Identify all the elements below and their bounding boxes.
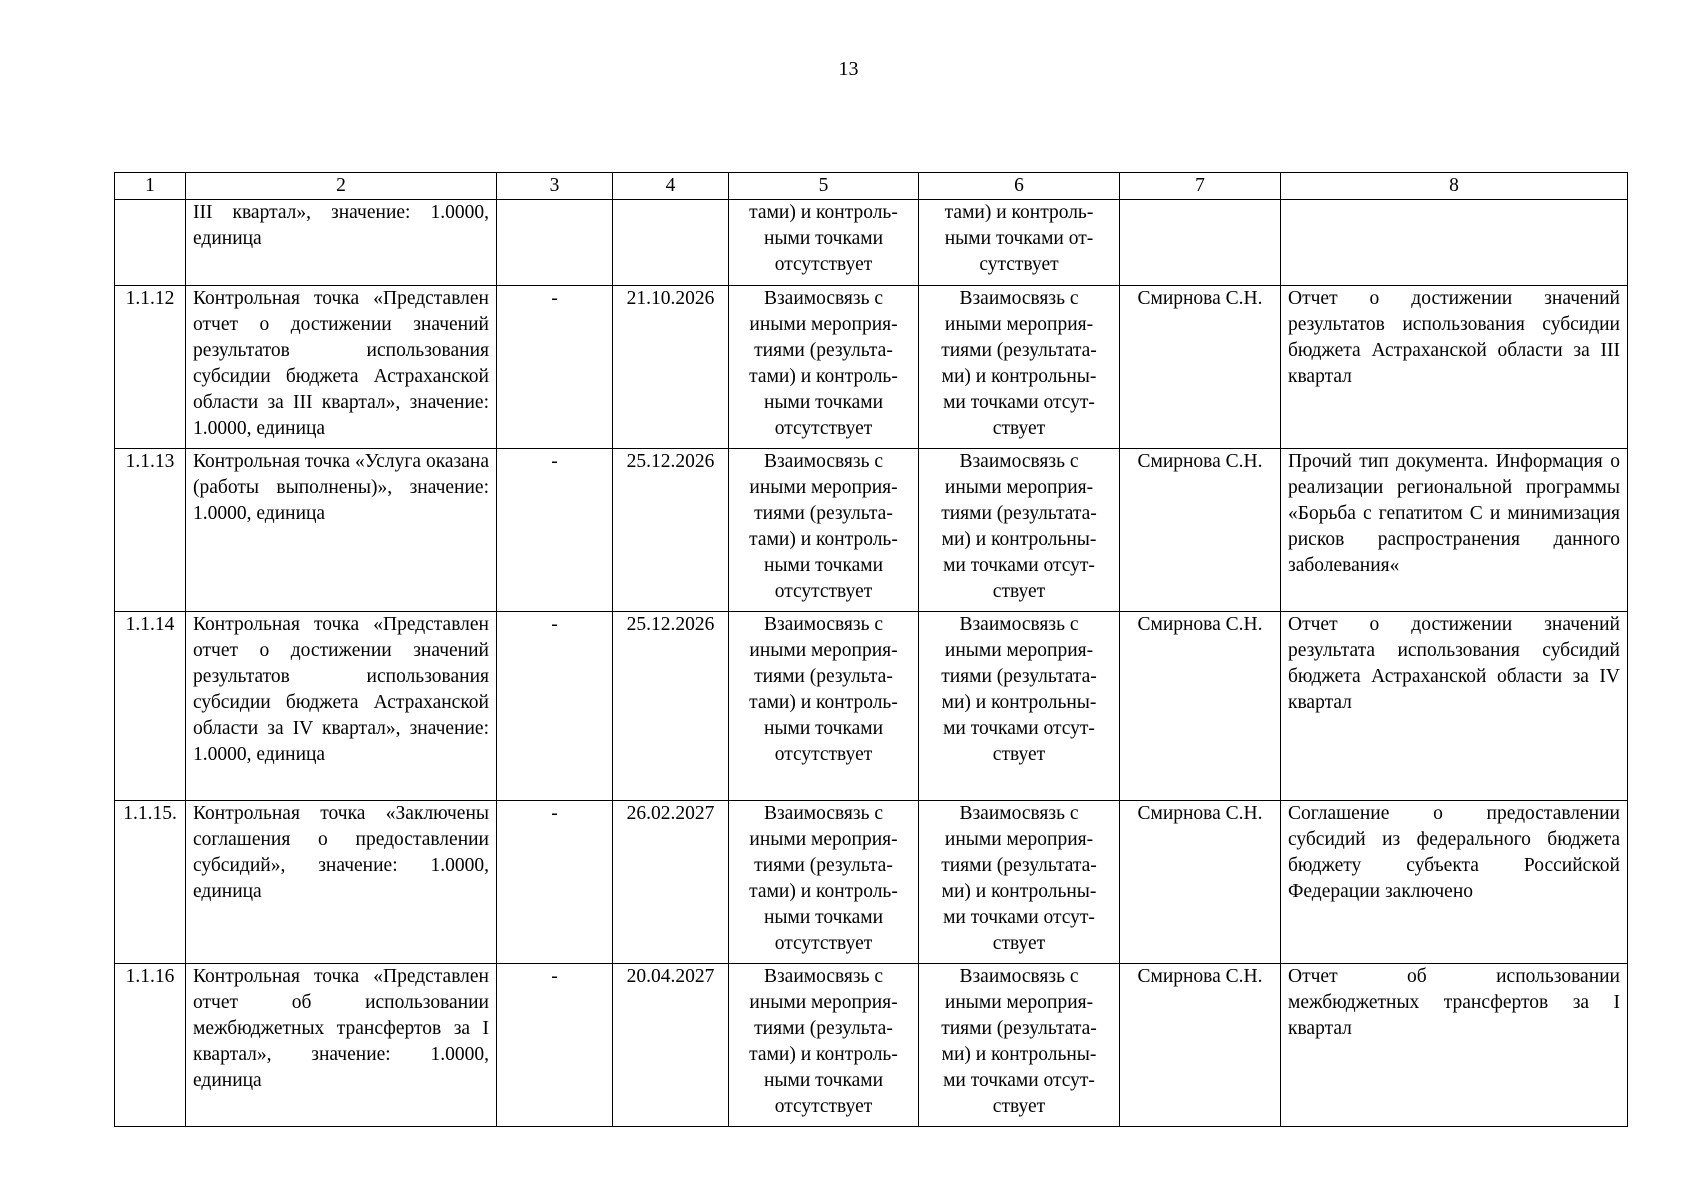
control-point-description: Контрольная точка «Представлен отчет о достижении значений результатов использования субсидии бюджета Астраханской области за III квартал», значение: 1.0000, единица: [186, 286, 497, 449]
control-point-description: Контрольная точка «Представлен отчет о достижении значений результатов использования субсидии бюджета Астраханской области за IV квартал», значение: 1.0000, единица: [186, 612, 497, 801]
column-3-value: [497, 200, 613, 286]
relation-predecessors: Взаимосвязь с иными мероприя- тиями (результа- тами) и контроль- ными точками отсутствует: [729, 449, 919, 612]
relation-predecessors: Взаимосвязь с иными мероприя- тиями (результа- тами) и контроль- ными точками отсутствует: [729, 964, 919, 1127]
responsible-person: [1120, 200, 1281, 286]
relation-successors: Взаимосвязь с иными мероприя- тиями (результата- ми) и контрольны- ми точками отсут- ствует: [919, 286, 1120, 449]
deadline-date: 26.02.2027: [613, 801, 729, 964]
document-type: Отчет о достижении значений результата использования субсидий бюджета Астраханской области за IV квартал: [1281, 612, 1628, 801]
column-header: 8: [1281, 173, 1628, 200]
table-row: [115, 964, 1628, 1127]
responsible-person: Смирнова С.Н.: [1120, 286, 1281, 449]
responsible-person: Смирнова С.Н.: [1120, 612, 1281, 801]
row-number: 1.1.12: [115, 286, 186, 449]
row-number: 1.1.15.: [115, 801, 186, 964]
column-header: 4: [613, 173, 729, 200]
relation-predecessors: Взаимосвязь с иными мероприя- тиями (результа- тами) и контроль- ными точками отсутствует: [729, 286, 919, 449]
deadline-date: 25.12.2026: [613, 449, 729, 612]
table-row: [115, 200, 1628, 286]
relation-successors: Взаимосвязь с иными мероприя- тиями (результата- ми) и контрольны- ми точками отсут- ствует: [919, 964, 1120, 1127]
document-type: Отчет об использовании межбюджетных трансфертов за I квартал: [1281, 964, 1628, 1127]
responsible-person: Смирнова С.Н.: [1120, 449, 1281, 612]
relation-successors: Взаимосвязь с иными мероприя- тиями (результата- ми) и контрольны- ми точками отсут- ствует: [919, 449, 1120, 612]
column-header: 1: [115, 173, 186, 200]
deadline-date: [613, 200, 729, 286]
table-row: [115, 286, 1628, 449]
column-3-value: -: [497, 612, 613, 801]
control-points-table: [114, 172, 1628, 1127]
responsible-person: Смирнова С.Н.: [1120, 964, 1281, 1127]
deadline-date: 25.12.2026: [613, 612, 729, 801]
document-type: Прочий тип документа. Информация о реализации региональной программы «Борьба с гепатитом С и минимизация рисков распространения данного заболевания«: [1281, 449, 1628, 612]
relation-successors: Взаимосвязь с иными мероприя- тиями (результата- ми) и контрольны- ми точками отсут- ствует: [919, 801, 1120, 964]
document-type: Соглашение о предоставлении субсидий из федерального бюджета бюджету субъекта Российской Федерации заключено: [1281, 801, 1628, 964]
relation-predecessors: тами) и контроль- ными точками отсутствует: [729, 200, 919, 286]
column-3-value: -: [497, 801, 613, 964]
page-number: 13: [838, 58, 859, 80]
column-number-row: [115, 173, 1628, 200]
relation-successors: тами) и контроль- ными точками от- сутствует: [919, 200, 1120, 286]
relation-predecessors: Взаимосвязь с иными мероприя- тиями (результа- тами) и контроль- ными точками отсутствует: [729, 801, 919, 964]
column-header: 3: [497, 173, 613, 200]
row-number: 1.1.13: [115, 449, 186, 612]
row-number: 1.1.14: [115, 612, 186, 801]
relation-successors: Взаимосвязь с иными мероприя- тиями (результата- ми) и контрольны- ми точками отсут- ствует: [919, 612, 1120, 801]
column-header: 6: [919, 173, 1120, 200]
table-row: [115, 449, 1628, 612]
control-point-description: Контрольная точка «Услуга оказана (работы выполнены)», значение: 1.0000, единица: [186, 449, 497, 612]
column-3-value: -: [497, 449, 613, 612]
table-row: [115, 801, 1628, 964]
column-header: 5: [729, 173, 919, 200]
deadline-date: 20.04.2027: [613, 964, 729, 1127]
document-type: Отчет о достижении значений результатов использования субсидии бюджета Астраханской области за III квартал: [1281, 286, 1628, 449]
row-number: [115, 200, 186, 286]
deadline-date: 21.10.2026: [613, 286, 729, 449]
document-type: [1281, 200, 1628, 286]
column-header: 2: [186, 173, 497, 200]
column-3-value: -: [497, 286, 613, 449]
column-3-value: -: [497, 964, 613, 1127]
column-header: 7: [1120, 173, 1281, 200]
table-row: [115, 612, 1628, 801]
responsible-person: Смирнова С.Н.: [1120, 801, 1281, 964]
control-point-description: Контрольная точка «Представлен отчет об использовании межбюджетных трансфертов за I квартал», значение: 1.0000, единица: [186, 964, 497, 1127]
control-point-description: III квартал», значение: 1.0000, единица: [186, 200, 497, 286]
row-number: 1.1.16: [115, 964, 186, 1127]
relation-predecessors: Взаимосвязь с иными мероприя- тиями (результа- тами) и контроль- ными точками отсутствует: [729, 612, 919, 801]
control-point-description: Контрольная точка «Заключены соглашения о предоставлении субсидий», значение: 1.0000, единица: [186, 801, 497, 964]
